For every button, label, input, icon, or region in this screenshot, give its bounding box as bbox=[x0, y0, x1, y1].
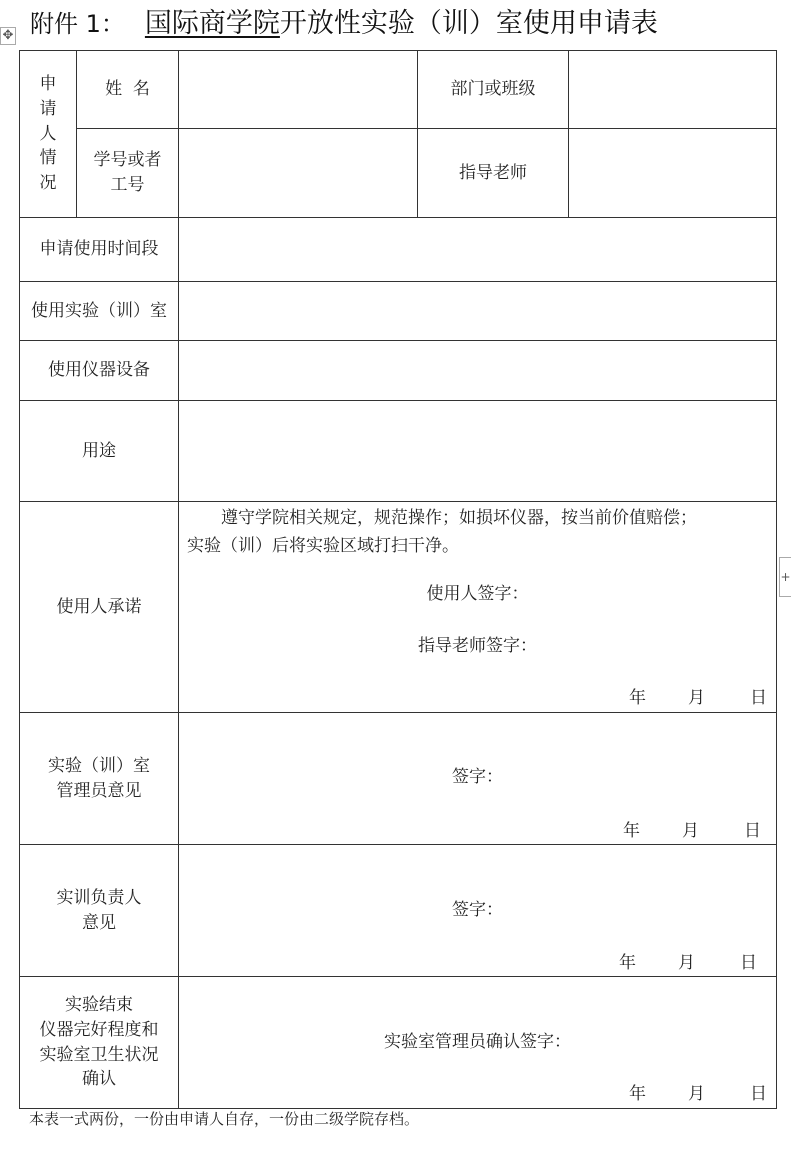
table-row bbox=[20, 713, 777, 845]
leader-sign-label: 签字： bbox=[452, 900, 503, 920]
admin-sign-label: 签字： bbox=[452, 767, 503, 787]
table-row bbox=[20, 282, 777, 341]
user-sign-label: 使用人签字： bbox=[426, 584, 529, 604]
table-row bbox=[20, 129, 777, 218]
leader-opinion-label: 实训负责人 意见 bbox=[20, 845, 179, 977]
purpose-field[interactable] bbox=[179, 401, 777, 502]
dept-label: 部门或班级 bbox=[418, 51, 569, 129]
final-check-label: 实验结束 仪器完好程度和 实验室卫生状况 确认 bbox=[20, 977, 179, 1109]
table-move-handle-icon[interactable]: ✥ bbox=[0, 27, 16, 45]
purpose-label: 用途 bbox=[20, 401, 179, 502]
footnote: 本表一式两份，一份由申请人自存，一份由二级学院存档。 bbox=[29, 1110, 420, 1128]
add-column-handle-icon[interactable]: + bbox=[779, 557, 791, 597]
name-label: 姓 名 bbox=[77, 51, 179, 129]
table-row bbox=[20, 218, 777, 282]
room-label: 使用实验（训）室 bbox=[20, 282, 179, 341]
table-row bbox=[20, 977, 777, 1109]
time-label: 申请使用时间段 bbox=[20, 218, 179, 282]
title-rest: 开放性实验（训）室使用申请表 bbox=[279, 8, 658, 39]
equipment-field[interactable] bbox=[179, 341, 777, 401]
final-check-cell: 实验室管理员确认签字： 年 月 日 bbox=[179, 977, 777, 1109]
promise-cell: 遵守学院相关规定，规范操作；如损坏仪器，按当前价值赔偿； 实验（训）后将实验区域打扫干净。 使用人签字： 指导老师签字： 年 月 日 bbox=[179, 502, 777, 713]
advisor-field[interactable] bbox=[569, 129, 777, 218]
name-field[interactable] bbox=[179, 51, 418, 129]
advisor-label: 指导老师 bbox=[418, 129, 569, 218]
id-label: 学号或者 工号 bbox=[77, 129, 179, 218]
id-field[interactable] bbox=[179, 129, 418, 218]
promise-label: 使用人承诺 bbox=[20, 502, 179, 713]
title-prefix: 附件 1： bbox=[30, 10, 125, 38]
table-row bbox=[20, 502, 777, 713]
table-row bbox=[20, 51, 777, 129]
application-form-table bbox=[19, 50, 777, 1109]
room-field[interactable] bbox=[179, 282, 777, 341]
final-sign-label: 实验室管理员确认签字： bbox=[384, 1032, 571, 1052]
admin-opinion-cell: 签字： 年 月 日 bbox=[179, 713, 777, 845]
page-title bbox=[30, 4, 658, 44]
table-row bbox=[20, 341, 777, 401]
leader-opinion-cell: 签字： 年 月 日 bbox=[179, 845, 777, 977]
dept-field[interactable] bbox=[569, 51, 777, 129]
promise-text: 遵守学院相关规定，规范操作；如损坏仪器，按当前价值赔偿； 实验（训）后将实验区域打扫干净。 bbox=[187, 508, 697, 556]
advisor-sign-label: 指导老师签字： bbox=[418, 636, 537, 656]
equipment-label: 使用仪器设备 bbox=[20, 341, 179, 401]
applicant-group-label: 申 请 人 情 况 bbox=[20, 51, 77, 218]
table-row bbox=[20, 401, 777, 502]
title-underlined: 国际商学院 bbox=[144, 8, 280, 39]
time-field[interactable] bbox=[179, 218, 777, 282]
table-row bbox=[20, 845, 777, 977]
admin-opinion-label: 实验（训）室 管理员意见 bbox=[20, 713, 179, 845]
